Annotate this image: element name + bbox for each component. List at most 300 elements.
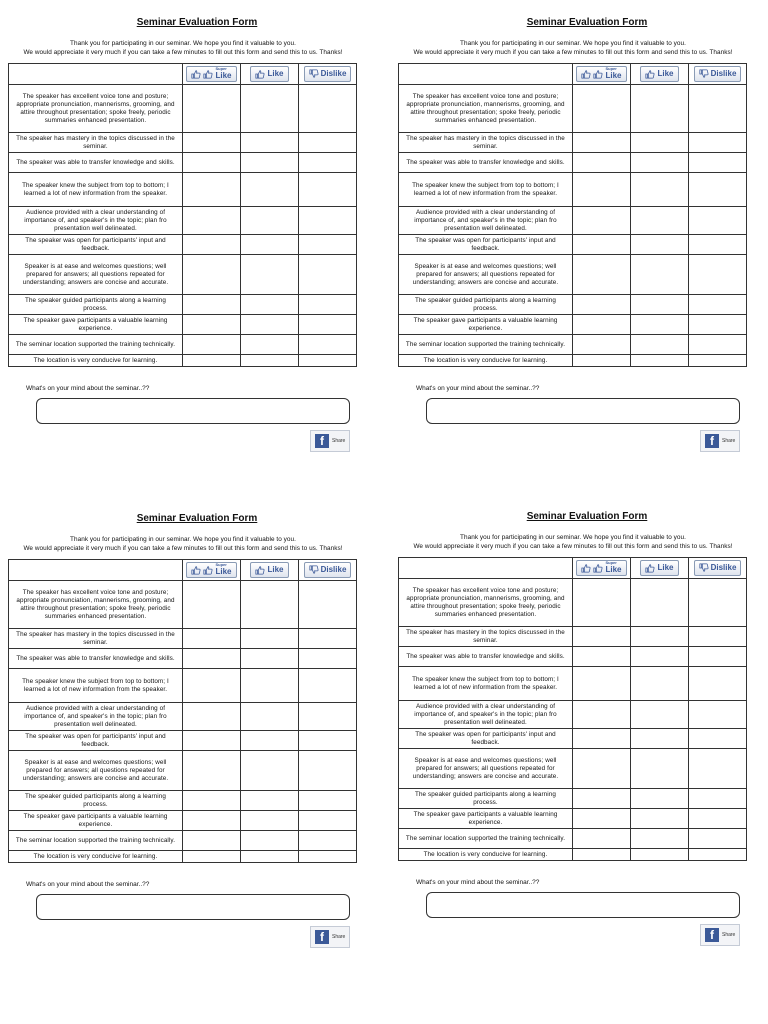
dislike-rating-cell[interactable] — [689, 579, 747, 627]
facebook-f-icon: f — [705, 434, 719, 448]
dislike-rating-cell[interactable] — [689, 701, 747, 729]
dislike-rating-cell[interactable] — [689, 207, 747, 235]
header-blank-cell — [399, 64, 573, 85]
dislike-rating-cell[interactable] — [299, 85, 357, 133]
header-like — [631, 64, 689, 85]
statement-text: The speaker has excellent voice tone and posture; appropriate pronunciation, mannerisms, grooming, and attire throughout presentation; spoke freely, periodic summaries enhanced presentation. — [399, 579, 573, 627]
thumbs-up-icon — [645, 563, 655, 573]
super-like-rating-cell[interactable] — [183, 581, 241, 629]
super-label: Super — [215, 66, 227, 72]
super-like-rating-cell[interactable] — [183, 751, 241, 791]
rating-header-row — [9, 560, 357, 581]
rating-row — [9, 153, 357, 173]
rating-row — [9, 173, 357, 207]
share-label: Share — [722, 438, 736, 445]
double-thumbs-up-icon — [581, 563, 591, 573]
share-label: Share — [332, 934, 346, 941]
rating-row — [399, 355, 747, 367]
super-like-rating-cell[interactable] — [183, 173, 241, 207]
super-like-rating-cell[interactable] — [573, 701, 631, 729]
dislike-rating-cell[interactable] — [689, 647, 747, 667]
like-rating-cell[interactable] — [631, 207, 689, 235]
dislike-rating-cell[interactable] — [299, 731, 357, 751]
like-rating-cell[interactable] — [631, 335, 689, 355]
super-like-rating-cell[interactable] — [573, 627, 631, 647]
intro-line-2: We would appreciate it very much if you can take a few minutes to fill out this form and send this to us. Thanks! — [413, 542, 733, 550]
dislike-rating-cell[interactable] — [689, 627, 747, 647]
super-like-rating-cell[interactable] — [573, 255, 631, 295]
rating-row — [399, 255, 747, 295]
header-blank-cell — [399, 558, 573, 579]
facebook-share-button[interactable] — [310, 926, 350, 948]
like-rating-cell[interactable] — [631, 667, 689, 701]
like-rating-cell[interactable] — [631, 701, 689, 729]
dislike-rating-cell[interactable] — [299, 295, 357, 315]
facebook-f-icon: f — [315, 434, 329, 448]
rating-table — [398, 557, 747, 861]
super-label: Super — [215, 562, 227, 568]
intro-line-2: We would appreciate it very much if you can take a few minutes to fill out this form and send this to us. Thanks! — [23, 48, 343, 56]
statement-text: The location is very conducive for learning. — [9, 851, 183, 863]
like-rating-cell[interactable] — [241, 629, 299, 649]
dislike-button — [694, 560, 742, 576]
statement-text: The speaker was able to transfer knowledge and skills. — [9, 153, 183, 173]
dislike-label: Dislike — [710, 69, 737, 79]
like-rating-cell[interactable] — [631, 789, 689, 809]
like-rating-cell[interactable] — [241, 235, 299, 255]
dislike-rating-cell[interactable] — [689, 789, 747, 809]
rating-row — [399, 849, 747, 861]
statement-text: The speaker guided participants along a learning process. — [9, 295, 183, 315]
statement-text: The speaker was able to transfer knowledge and skills. — [399, 647, 573, 667]
rating-table — [8, 63, 357, 367]
rating-row — [9, 133, 357, 153]
super-like-rating-cell[interactable] — [573, 315, 631, 335]
super-label: Super — [605, 560, 617, 566]
dislike-rating-cell[interactable] — [299, 315, 357, 335]
like-rating-cell[interactable] — [241, 207, 299, 235]
like-label: Like — [657, 563, 674, 573]
thumbs-up-icon — [255, 69, 265, 79]
statement-text: The speaker was open for participants' input and feedback. — [399, 235, 573, 255]
like-rating-cell[interactable] — [241, 133, 299, 153]
form-title: Seminar Evaluation Form — [526, 17, 648, 28]
rating-row — [399, 235, 747, 255]
comment-input[interactable] — [426, 398, 740, 424]
rating-row — [399, 295, 747, 315]
thumbs-up-icon — [593, 563, 603, 573]
like-label: Like — [267, 565, 284, 575]
dislike-rating-cell[interactable] — [299, 207, 357, 235]
statement-text: The speaker gave participants a valuable learning experience. — [9, 811, 183, 831]
super-label: Super — [605, 66, 617, 72]
like-rating-cell[interactable] — [241, 649, 299, 669]
super-like-rating-cell[interactable] — [573, 355, 631, 367]
statement-text: The speaker was open for participants' input and feedback. — [399, 729, 573, 749]
comment-prompt: What's on your mind about the seminar..?? — [26, 881, 150, 889]
form-title: Seminar Evaluation Form — [136, 17, 258, 28]
comment-input[interactable] — [36, 894, 350, 920]
thumbs-down-icon — [699, 563, 709, 573]
statement-text: Speaker is at ease and welcomes questions; well prepared for answers; all questions repeated for understanding; answers are concise and accurate. — [9, 255, 183, 295]
dislike-label: Dislike — [320, 565, 347, 575]
rating-row — [399, 749, 747, 789]
like-rating-cell[interactable] — [241, 355, 299, 367]
like-rating-cell[interactable] — [241, 751, 299, 791]
form-title: Seminar Evaluation Form — [136, 513, 258, 524]
like-rating-cell[interactable] — [241, 791, 299, 811]
like-rating-cell[interactable] — [631, 579, 689, 627]
thumbs-up-icon — [645, 69, 655, 79]
comment-input[interactable] — [36, 398, 350, 424]
statement-text: The speaker knew the subject from top to bottom; I learned a lot of new information from the speaker. — [399, 173, 573, 207]
dislike-rating-cell[interactable] — [689, 85, 747, 133]
super-like-button — [576, 560, 626, 576]
header-dislike — [299, 560, 357, 581]
statement-text: Audience provided with a clear understanding of importance of, and speaker's in the topic; plan fro presentation well delineated. — [9, 207, 183, 235]
rating-row — [399, 789, 747, 809]
super-like-rating-cell[interactable] — [183, 295, 241, 315]
super-like-rating-cell[interactable] — [573, 173, 631, 207]
statement-text: The speaker knew the subject from top to bottom; I learned a lot of new information from the speaker. — [399, 667, 573, 701]
like-rating-cell[interactable] — [631, 809, 689, 829]
like-label: Like — [657, 69, 674, 79]
dislike-rating-cell[interactable] — [299, 751, 357, 791]
form-intro — [18, 536, 348, 553]
rating-row — [399, 579, 747, 627]
like-button — [250, 66, 288, 82]
like-rating-cell[interactable] — [241, 85, 299, 133]
like-rating-cell[interactable] — [241, 731, 299, 751]
evaluation-form-3 — [8, 512, 366, 948]
super-like-rating-cell[interactable] — [573, 153, 631, 173]
rating-row — [9, 649, 357, 669]
super-like-label: Like — [215, 567, 232, 577]
super-like-rating-cell[interactable] — [573, 335, 631, 355]
super-like-rating-cell[interactable] — [183, 153, 241, 173]
dislike-rating-cell[interactable] — [689, 355, 747, 367]
statement-text: The speaker has mastery in the topics discussed in the seminar. — [399, 133, 573, 153]
dislike-rating-cell[interactable] — [689, 335, 747, 355]
statement-text: Audience provided with a clear understanding of importance of, and speaker's in the topic; plan fro presentation well delineated. — [9, 703, 183, 731]
intro-line-2: We would appreciate it very much if you can take a few minutes to fill out this form and send this to us. Thanks! — [23, 544, 343, 552]
dislike-rating-cell[interactable] — [299, 335, 357, 355]
statement-text: The location is very conducive for learning. — [9, 355, 183, 367]
dislike-rating-cell[interactable] — [689, 315, 747, 335]
dislike-rating-cell[interactable] — [689, 255, 747, 295]
like-rating-cell[interactable] — [241, 703, 299, 731]
facebook-share-button[interactable] — [310, 430, 350, 452]
rating-row — [399, 335, 747, 355]
header-like — [241, 560, 299, 581]
super-like-rating-cell[interactable] — [573, 849, 631, 861]
like-rating-cell[interactable] — [241, 255, 299, 295]
intro-line-1: Thank you for participating in our seminar. We hope you find it valuable to you. — [460, 534, 686, 541]
super-like-rating-cell[interactable] — [183, 851, 241, 863]
super-like-rating-cell[interactable] — [183, 207, 241, 235]
dislike-rating-cell[interactable] — [689, 667, 747, 701]
header-blank-cell — [9, 64, 183, 85]
dislike-rating-cell[interactable] — [689, 809, 747, 829]
super-like-button — [186, 66, 236, 82]
dislike-rating-cell[interactable] — [299, 703, 357, 731]
evaluation-form-1 — [8, 16, 366, 452]
statement-text: Audience provided with a clear understanding of importance of, and speaker's in the topic; plan fro presentation well delineated. — [399, 701, 573, 729]
intro-line-1: Thank you for participating in our seminar. We hope you find it valuable to you. — [70, 40, 296, 47]
dislike-rating-cell[interactable] — [689, 749, 747, 789]
super-like-label: Like — [605, 565, 622, 575]
super-like-rating-cell[interactable] — [573, 667, 631, 701]
statement-text: The speaker has mastery in the topics discussed in the seminar. — [9, 133, 183, 153]
rating-row — [9, 791, 357, 811]
statement-text: The speaker gave participants a valuable learning experience. — [399, 809, 573, 829]
form-intro — [408, 534, 738, 551]
header-dislike — [299, 64, 357, 85]
header-dislike — [689, 558, 747, 579]
intro-line-1: Thank you for participating in our seminar. We hope you find it valuable to you. — [460, 40, 686, 47]
super-like-rating-cell[interactable] — [183, 831, 241, 851]
rating-header-row — [399, 558, 747, 579]
rating-row — [399, 647, 747, 667]
super-like-label: Like — [605, 71, 622, 81]
super-like-button — [186, 562, 236, 578]
super-like-rating-cell[interactable] — [183, 791, 241, 811]
rating-row — [399, 667, 747, 701]
statement-text: The location is very conducive for learning. — [399, 355, 573, 367]
rating-row — [399, 207, 747, 235]
dislike-label: Dislike — [320, 69, 347, 79]
super-like-rating-cell[interactable] — [573, 579, 631, 627]
super-like-rating-cell[interactable] — [573, 729, 631, 749]
super-like-rating-cell[interactable] — [573, 789, 631, 809]
super-like-rating-cell[interactable] — [183, 731, 241, 751]
header-blank-cell — [9, 560, 183, 581]
dislike-rating-cell[interactable] — [689, 133, 747, 153]
thumbs-down-icon — [309, 565, 319, 575]
thumbs-up-icon — [203, 565, 213, 575]
dislike-button — [304, 66, 352, 82]
rating-row — [9, 255, 357, 295]
like-rating-cell[interactable] — [631, 829, 689, 849]
dislike-rating-cell[interactable] — [689, 153, 747, 173]
dislike-rating-cell[interactable] — [299, 851, 357, 863]
like-rating-cell[interactable] — [241, 669, 299, 703]
rating-row — [9, 315, 357, 335]
statement-text: The seminar location supported the training technically. — [9, 831, 183, 851]
statement-text: The speaker knew the subject from top to bottom; I learned a lot of new information from the speaker. — [9, 669, 183, 703]
super-like-rating-cell[interactable] — [573, 749, 631, 789]
dislike-rating-cell[interactable] — [689, 849, 747, 861]
like-rating-cell[interactable] — [241, 173, 299, 207]
like-label: Like — [267, 69, 284, 79]
rating-row — [9, 831, 357, 851]
super-like-rating-cell[interactable] — [183, 85, 241, 133]
dislike-rating-cell[interactable] — [689, 173, 747, 207]
rating-row — [9, 669, 357, 703]
header-super-like — [183, 64, 241, 85]
like-rating-cell[interactable] — [631, 355, 689, 367]
dislike-rating-cell[interactable] — [299, 831, 357, 851]
like-button — [640, 66, 678, 82]
like-rating-cell[interactable] — [631, 749, 689, 789]
rating-row — [9, 235, 357, 255]
dislike-rating-cell[interactable] — [299, 153, 357, 173]
double-thumbs-up-icon — [191, 565, 201, 575]
super-like-rating-cell[interactable] — [573, 133, 631, 153]
statement-text: The speaker was able to transfer knowledge and skills. — [9, 649, 183, 669]
like-rating-cell[interactable] — [631, 849, 689, 861]
super-like-rating-cell[interactable] — [183, 133, 241, 153]
rating-row — [399, 133, 747, 153]
super-like-rating-cell[interactable] — [183, 811, 241, 831]
dislike-rating-cell[interactable] — [299, 811, 357, 831]
facebook-share-button[interactable] — [700, 924, 740, 946]
like-rating-cell[interactable] — [631, 255, 689, 295]
dislike-rating-cell[interactable] — [299, 355, 357, 367]
statement-text: Audience provided with a clear understanding of importance of, and speaker's in the topic; plan fro presentation well delineated. — [399, 207, 573, 235]
super-like-rating-cell[interactable] — [183, 335, 241, 355]
like-rating-cell[interactable] — [631, 627, 689, 647]
dislike-rating-cell[interactable] — [299, 255, 357, 295]
super-like-rating-cell[interactable] — [573, 85, 631, 133]
header-super-like — [183, 560, 241, 581]
dislike-rating-cell[interactable] — [299, 133, 357, 153]
header-like — [631, 558, 689, 579]
dislike-rating-cell[interactable] — [299, 173, 357, 207]
like-button — [640, 560, 678, 576]
rating-row — [9, 811, 357, 831]
like-rating-cell[interactable] — [241, 315, 299, 335]
rating-header-row — [9, 64, 357, 85]
rating-row — [9, 703, 357, 731]
intro-line-2: We would appreciate it very much if you can take a few minutes to fill out this form and send this to us. Thanks! — [413, 48, 733, 56]
share-label: Share — [332, 438, 346, 445]
like-rating-cell[interactable] — [631, 133, 689, 153]
form-intro — [408, 40, 738, 57]
super-like-rating-cell[interactable] — [573, 295, 631, 315]
rating-row — [399, 627, 747, 647]
double-thumbs-up-icon — [191, 69, 201, 79]
rating-row — [9, 207, 357, 235]
super-like-label: Like — [215, 71, 232, 81]
dislike-rating-cell[interactable] — [299, 629, 357, 649]
comment-prompt: What's on your mind about the seminar..?? — [416, 385, 540, 393]
super-like-rating-cell[interactable] — [183, 669, 241, 703]
rating-row — [9, 581, 357, 629]
like-rating-cell[interactable] — [241, 831, 299, 851]
dislike-rating-cell[interactable] — [689, 829, 747, 849]
like-rating-cell[interactable] — [631, 235, 689, 255]
like-rating-cell[interactable] — [631, 315, 689, 335]
statement-text: The speaker has excellent voice tone and posture; appropriate pronunciation, mannerisms, grooming, and attire throughout presentation; spoke freely, periodic summaries enhanced presentation. — [9, 581, 183, 629]
rating-row — [9, 335, 357, 355]
form-intro — [18, 40, 348, 57]
super-like-rating-cell[interactable] — [573, 647, 631, 667]
rating-row — [399, 173, 747, 207]
super-like-rating-cell[interactable] — [573, 235, 631, 255]
header-dislike — [689, 64, 747, 85]
evaluation-form-2 — [398, 16, 756, 452]
statement-text: The location is very conducive for learning. — [399, 849, 573, 861]
like-rating-cell[interactable] — [631, 85, 689, 133]
like-rating-cell[interactable] — [241, 851, 299, 863]
rating-header-row — [399, 64, 747, 85]
rating-table — [8, 559, 357, 863]
like-rating-cell[interactable] — [631, 153, 689, 173]
super-like-rating-cell[interactable] — [573, 207, 631, 235]
like-rating-cell[interactable] — [241, 153, 299, 173]
rating-row — [9, 851, 357, 863]
like-rating-cell[interactable] — [241, 581, 299, 629]
dislike-rating-cell[interactable] — [299, 649, 357, 669]
comment-input[interactable] — [426, 892, 740, 918]
statement-text: The speaker has mastery in the topics discussed in the seminar. — [9, 629, 183, 649]
dislike-rating-cell[interactable] — [689, 295, 747, 315]
rating-table — [398, 63, 747, 367]
like-rating-cell[interactable] — [631, 729, 689, 749]
super-like-rating-cell[interactable] — [183, 315, 241, 335]
super-like-rating-cell[interactable] — [183, 355, 241, 367]
facebook-f-icon: f — [315, 930, 329, 944]
like-rating-cell[interactable] — [241, 335, 299, 355]
statement-text: The speaker guided participants along a learning process. — [9, 791, 183, 811]
super-like-rating-cell[interactable] — [183, 703, 241, 731]
super-like-rating-cell[interactable] — [573, 809, 631, 829]
evaluation-form-4 — [398, 510, 756, 946]
super-like-rating-cell[interactable] — [183, 255, 241, 295]
header-super-like — [573, 558, 631, 579]
like-rating-cell[interactable] — [241, 811, 299, 831]
thumbs-up-icon — [255, 565, 265, 575]
share-label: Share — [722, 932, 736, 939]
facebook-share-button[interactable] — [700, 430, 740, 452]
rating-row — [9, 295, 357, 315]
like-rating-cell[interactable] — [631, 647, 689, 667]
like-rating-cell[interactable] — [631, 173, 689, 207]
statement-text: The speaker has excellent voice tone and posture; appropriate pronunciation, mannerisms, grooming, and attire throughout presentation; spoke freely, periodic summaries enhanced presentation. — [399, 85, 573, 133]
statement-text: The speaker was open for participants' input and feedback. — [9, 235, 183, 255]
dislike-rating-cell[interactable] — [299, 669, 357, 703]
dislike-rating-cell[interactable] — [689, 729, 747, 749]
super-like-rating-cell[interactable] — [183, 629, 241, 649]
statement-text: The seminar location supported the training technically. — [399, 829, 573, 849]
thumbs-down-icon — [309, 69, 319, 79]
form-title: Seminar Evaluation Form — [526, 511, 648, 522]
dislike-rating-cell[interactable] — [299, 581, 357, 629]
super-like-rating-cell[interactable] — [573, 829, 631, 849]
like-button — [250, 562, 288, 578]
dislike-rating-cell[interactable] — [689, 235, 747, 255]
rating-row — [399, 153, 747, 173]
dislike-rating-cell[interactable] — [299, 791, 357, 811]
statement-text: The speaker guided participants along a learning process. — [399, 789, 573, 809]
rating-row — [399, 315, 747, 335]
comment-prompt: What's on your mind about the seminar..?? — [26, 385, 150, 393]
statement-text: The seminar location supported the training technically. — [399, 335, 573, 355]
statement-text: The seminar location supported the training technically. — [9, 335, 183, 355]
intro-line-1: Thank you for participating in our seminar. We hope you find it valuable to you. — [70, 536, 296, 543]
super-like-rating-cell[interactable] — [183, 649, 241, 669]
like-rating-cell[interactable] — [631, 295, 689, 315]
comment-prompt: What's on your mind about the seminar..?? — [416, 879, 540, 887]
statement-text: Speaker is at ease and welcomes questions; well prepared for answers; all questions repeated for understanding; answers are concise and accurate. — [399, 255, 573, 295]
like-rating-cell[interactable] — [241, 295, 299, 315]
double-thumbs-up-icon — [581, 69, 591, 79]
dislike-rating-cell[interactable] — [299, 235, 357, 255]
thumbs-up-icon — [593, 69, 603, 79]
statement-text: The speaker knew the subject from top to bottom; I learned a lot of new information from the speaker. — [9, 173, 183, 207]
super-like-rating-cell[interactable] — [183, 235, 241, 255]
